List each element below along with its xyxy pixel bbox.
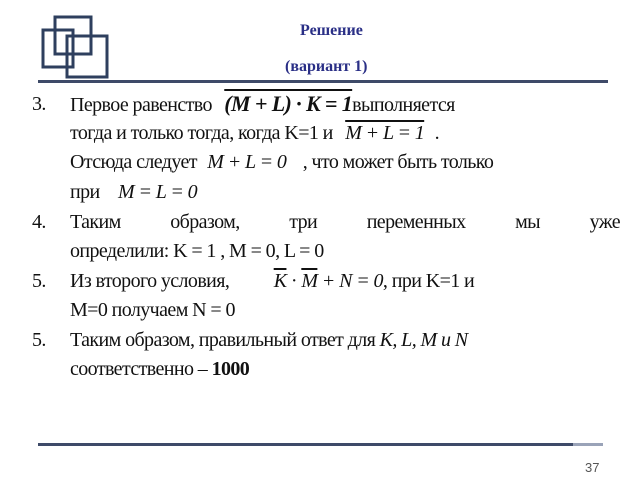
- item-text: [70, 150, 493, 174]
- item-text: [70, 328, 468, 352]
- variables: K, L, M и N: [379, 329, 468, 351]
- item-text: [70, 121, 439, 145]
- text: , что может быть только: [302, 151, 494, 173]
- text: Первое равенство: [70, 94, 212, 116]
- formula: ·: [286, 270, 302, 292]
- text: , при K=1 и: [382, 270, 475, 292]
- item-text: [70, 357, 249, 381]
- header-divider: [38, 80, 608, 83]
- text: Отсюда следует: [70, 151, 197, 173]
- logo-squares: [38, 14, 114, 80]
- item-text: M=0 получаем N = 0: [70, 299, 235, 321]
- text: соответственно –: [70, 358, 212, 380]
- item-text: [70, 269, 474, 293]
- item-text: [70, 180, 197, 204]
- text: Таким образом, правильный ответ для: [70, 329, 380, 351]
- item-number: 5.: [32, 270, 46, 292]
- text: Из второго условия,: [70, 270, 230, 292]
- item-text: [70, 92, 455, 117]
- formula-m: $\overline{M}$: [301, 270, 318, 292]
- formula: M = L = 0: [118, 181, 198, 203]
- formula: M + L = 1: [345, 122, 425, 144]
- item-text: определили: K = 1 , M = 0, L = 0: [70, 240, 324, 262]
- text: при: [70, 181, 100, 203]
- text: тогда и только тогда, когда K=1 и: [70, 122, 333, 144]
- item-text: Таким образом, три переменных мы уже: [70, 211, 620, 233]
- footer-divider-end: [573, 443, 603, 446]
- formula-k: $\overline{K}$: [273, 270, 287, 292]
- text: .: [434, 122, 440, 144]
- slide-subtitle: (вариант 1): [285, 58, 368, 75]
- footer-divider: [38, 443, 573, 446]
- formula: (M + L) · K = 1: [224, 91, 353, 116]
- item-number: 3.: [32, 93, 46, 115]
- text: выполняется: [352, 94, 455, 116]
- slide-title: Решение: [300, 22, 363, 39]
- answer: 1000: [211, 358, 250, 380]
- page-number: 37: [585, 460, 600, 475]
- item-number: 5.: [32, 329, 46, 351]
- item-number: 4.: [32, 211, 46, 233]
- formula: + N = 0: [317, 270, 383, 292]
- formula: M + L = 0: [207, 151, 287, 173]
